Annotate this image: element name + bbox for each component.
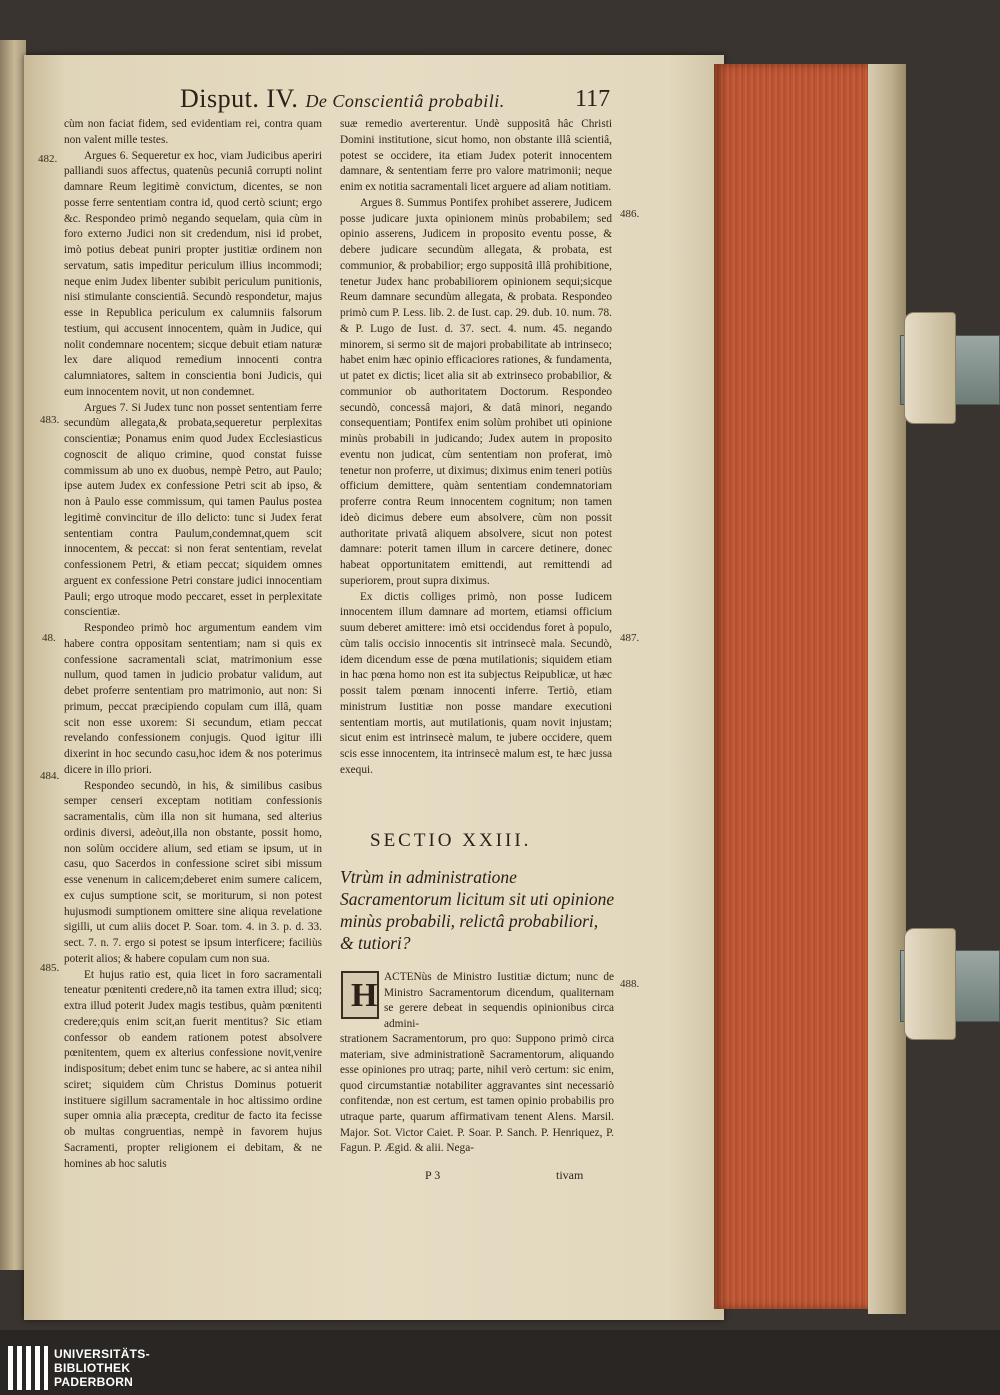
upper-clasp-knob — [904, 312, 956, 424]
section-question: Vtrùm in administratione Sacramentorum licitum sit uti opinione minùs probabili, relictâ probabiliori, & tutiori? — [340, 867, 615, 953]
lower-clasp-knob — [904, 928, 956, 1040]
library-logo-icon — [8, 1346, 48, 1390]
book-binding — [868, 64, 906, 1314]
paragraph: cùm non faciat fidem, sed evidentiam rei, contra quam non valent mille testes. — [64, 118, 322, 146]
logo-line: PADERBORN — [54, 1375, 134, 1389]
margin-number: 487. — [620, 632, 640, 644]
page-number: 117 — [575, 86, 611, 112]
section-heading: SECTIO XXIII. — [370, 830, 532, 851]
margin-number: 484. — [40, 770, 60, 782]
paragraph: Argues 8. Summus Pontifex prohibet asserere, Judicem posse judicare juxta opinionem minùs probabilem; sed opinio asserens, Judicem in proposito eventu posse, & debere judicare secundùm allegata, & probata, est communior, & probabilior; ergo suppositâ illâ prohibitione, tenetur Judex hanc probabiliorem opinionem sequi;sicque Reum damnare secundùm allegata, & probata. Respondeo primò cum P. Less. lib. 2. de Iust. cap. 29. dub. 10. num. 78. & P. Lugo de Iust. d. 37. sect. 4. num. 45. negando minorem, si sermo sit de majori probabilitate ab intrinseco; habet enim hæc opinio efficaciores rationes, & fundamenta, ut patet ex dictis; licet alia sit ab extrinseco probabilior, & communior ob authoritatem Doctorum. Respondeo secundò, concessâ majori, & datâ minori, negando consequentiam; Pontifex enim solùm prohibet uti opinione minùs probabili in judicando; Judex autem in proposito eventu non judicat, cùm sententiam non proferat, imò tenetur non proferre, ut diximus; diximus enim teneri potiùs officium demittere, quàm sententiam condemnatoriam proferre contra Reum innocentem cognitum; non tamen ideò dicimus debere eum absolvere, cùm non possit authoritate privatâ aliquem absolvere, sicut non potest damnare: poterit tamen illum in carcere detinere, donec habeat opportunitatem emittendi, aut remittendi ad superiorem, prout supra diximus. — [340, 196, 612, 587]
catchword: tivam — [556, 1168, 584, 1182]
running-title-main: Disput. IV. — [180, 84, 299, 113]
logo-line: UNIVERSITÄTS- — [54, 1347, 150, 1361]
running-title — [180, 84, 505, 114]
margin-number: 486. — [620, 208, 640, 220]
previous-page-edge — [0, 40, 26, 1270]
paragraph: suæ remedio averterentur. Undè suppositâ hâc Christi Domini institutione, sicut homo, non obstante illâ scientiâ, potest se occidere, ita etiam Judex poterit innocentem damnare, & sententiam ferre pro valore matrimonii; neque enim ex notitia sacramentali licet arguere ad aliam notitiam. — [340, 118, 612, 193]
left-text-column — [64, 117, 322, 1172]
margin-number: 488. — [620, 978, 640, 990]
margin-number: 482. — [38, 153, 58, 165]
library-logo-text — [54, 1347, 150, 1389]
signature-mark: P 3 — [425, 1168, 441, 1182]
paragraph: Argues 7. Si Judex tunc non posset sententiam ferre secundùm allegata,& probata,sequeretur perplexitas conscientiæ; Ponamus enim quod Judex Ecclesiasticus cognoscit de aliquo crimine, quod constat fuisse commissum ab uno ex duobus, nempè Petro, aut Paulo; ipse autem Judex ex confessione Petri scit ab ipso, & non à Paulo esse commissum, qui tamen Paulus postea legitimè convincitur de illo delicto: tunc si Judex ferat sententiam contra Paulum,condemnat,quem scit innocentem, & peccat: si non ferat sententiam, revelat confessionem Petri, & etiam peccat; siquidem omnes arguent ex confessione Petri constare judici innocentiam Pauli; ergo utroque modo peccaret, esset in perplexitate conscientiæ. — [64, 401, 322, 619]
section-opening-text: ACTENùs de Ministro Iustitiæ dictum; nunc de Ministro Sacramentorum dicendum, qualiternam se gerere debeat in sequendis opinionibus circa admini- — [384, 971, 614, 1030]
section-body-text: strationem Sacramentorum, pro quo: Suppono primò circa materiam, sive administrationẽ Sacramentorum, aliquando esse opiniones pro utraq; parte, nihil verò certum: sic enim, quod circumstantiæ notabiliter aggravantes sint necessariò confitendæ, non est certum, est tamen opinio probabilis pro utraque parte, quarum affirmativam tenent Alens. Marsil. Major. Sot. Victor Caiet. P. Soar. P. Sanch. P. Henriquez, P. Fagun. P. Ægid. & alii. Nega- — [340, 1033, 614, 1155]
paragraph: Respondeo primò hoc argumentum eandem vim habere contra oppositam sententiam; nam si quis ex confessione sacramentali sciat, matrimonium esse nullum, quod tamen in judicio probatur validum, aut debet proferre sententiam pro matrimonio, aut non: Si primum, peccat præcipiendo copulam cum illâ, quam scit non esse uxorem: Si secundum, etiam peccat revelando confessionem conjugis. Quod igitur illi dixerint in hoc secundo casu,hoc idem & nos poterimus dicere in illo priori. — [64, 622, 322, 776]
decorated-initial — [341, 971, 379, 1019]
paragraph: Et hujus ratio est, quia licet in foro sacramentali teneatur pœnitenti credere,nõ ita tamen extra illud; sicq; extra illud poterit Judex magis testibus, quàm pœnitenti credere;quis enim scit,an fuerit mentitus? Sic etiam confessor ob eandem rationem potest absolvere pœnitentem, quem ex alterius confessione novit,venire indispositum; debet enim tunc se habere, ac si antea nihil sciret; siquidem cùm Christus Dominus potuerit instituere sigillum sacramentale in hoc altissimo ordine super omnia alia præcepta, creditur de facto ita fecisse ob multas congruentias, nempè in favorem hujus Sacramenti, propter religionem ei debitam, & ne homines ab hoc salutis — [64, 968, 322, 1170]
margin-number: 483. — [40, 414, 60, 426]
running-title-sub: De Conscientiâ probabili. — [305, 91, 505, 111]
logo-line: BIBLIOTHEK — [54, 1361, 131, 1375]
right-text-column — [340, 117, 612, 779]
paragraph: Argues 6. Sequeretur ex hoc, viam Judicibus aperiri palliandi suos affectus, quatenùs pecuniâ corrupti nolint damnare Reum legitimè convictum, dicentes, se non posse ferre sententiam contra id, quod certò sciunt; ergo &c. Respondeo primò negando sequelam, quia cùm in foro externo Judici non sit credendum, nisi id probet, imò potius debeat puniri propter justitiæ ordinem non servatum, satis impeditur periculum illius incommodi; neque enim Judex libenter subibit periculum punitionis, nisi stimulante conscientiâ. Secundò respondetur, majus esse in Republica periculum ex calumniis falsorum testium, qui accusent innocentem, quàm in Judice, qui nolit condemnare nocentem; sicque debuit etiam naturæ lex dare aliquod remedium innocenti contra calumniatores, saltem in conscientia boni Judicis, qui eum innocentem novit, ut non condemnet. — [64, 149, 322, 398]
paragraph: Respondeo secundò, in his, & similibus casibus semper censeri exceptam notitiam confessionis sacramentalis, cùm illa non sit humana, sed alterius ordinis diversi, adeòut,illa non obstante, possit homo, non solùm occidere alium, sed etiam se ipsum, ut in casu, quo Sacerdos in confessione sciret sibi missum esse venenum in calicem;deberet enim sumere calicem, ex cujus sumptione scit, se moriturum, si non potest hujusmodi sumptionem omittere sine aliqua revelatione sigilli, ut cum aliis docet P. Soar. tom. 4. in 3. p. d. 33. sect. 7. n. 7. ergo si potest se ipsum interficere; faciliùs poterit alios; & habere copulam cum non sua. — [64, 779, 322, 965]
margin-number: 48. — [42, 632, 56, 644]
red-page-edge — [714, 64, 872, 1309]
margin-number: 485. — [40, 962, 60, 974]
paragraph: Ex dictis colliges primò, non posse Iudicem innocentem illum damnare ad mortem, etiamsi officium suum deberet amittere: imò etsi occidendus foret à populo, cùm talis occisio innocentis sit intrinsecè mala. Secundò, idem dicendum esse de pœna mutilationis; siquidem etiam in hac pœna homo non est ita subjectus Reipublicæ, ut hæc possit talem pœnam innocenti inferre. Tertiò, etiam ministrum Iustitiæ non posse mandare executioni sententiam mortis, aut mutilationis, quam novit injustam; sicut enim est intrinsecè malum, te jubere occidere, quem scis esse innocentem, ita intrinsecè malum est, te hæc jussa exequi. — [340, 590, 612, 776]
footer-bar — [0, 1330, 1000, 1395]
dropcap-letter: H — [351, 977, 378, 1014]
